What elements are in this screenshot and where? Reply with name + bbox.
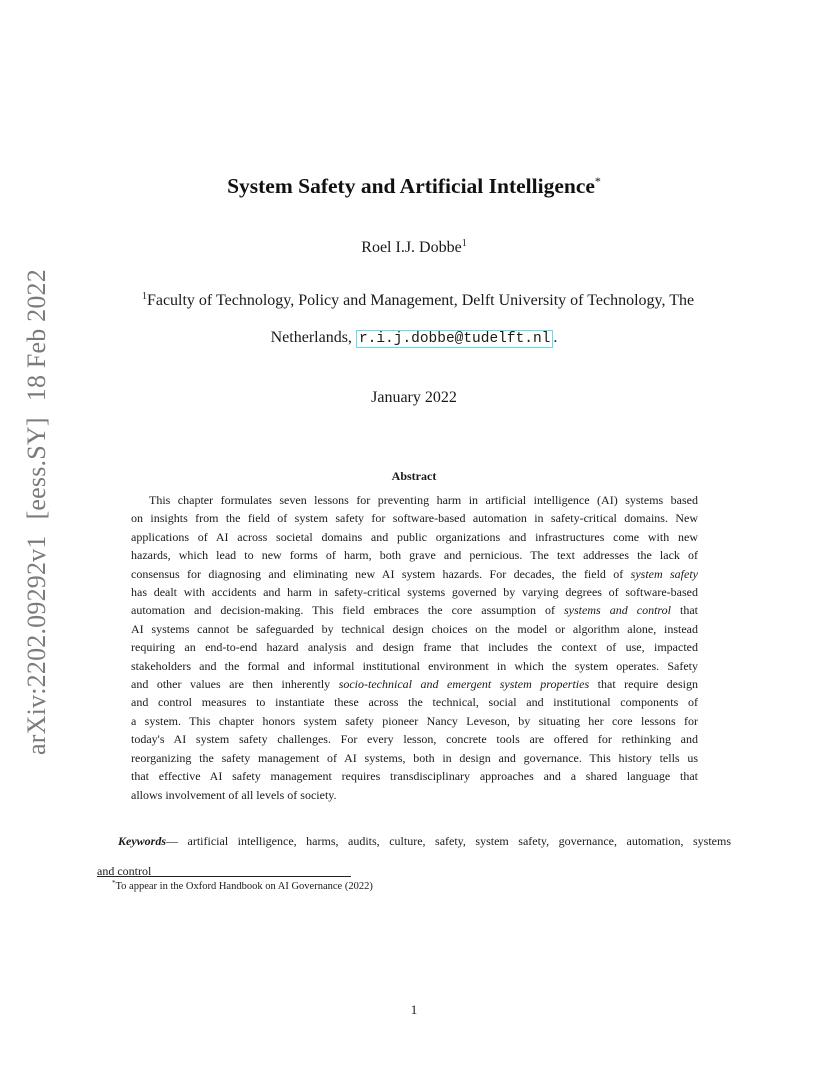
abstract-heading: Abstract	[391, 469, 437, 483]
abstract-text: has dealt with accidents and harm in safety-critical systems governed by varying degrees of software-based	[131, 585, 698, 600]
keywords-label: Keywords	[118, 834, 166, 848]
abstract-text: automation and decision-making. This field embraces the core assumption of	[131, 603, 565, 618]
abstract-line	[131, 509, 698, 527]
abstract-emphasis: socio-technical and emergent system properties	[338, 677, 590, 692]
abstract-line	[131, 730, 698, 748]
affiliation-suffix: .	[553, 329, 558, 346]
abstract-line	[131, 749, 698, 767]
abstract-text: and other values are then inherently	[131, 677, 339, 692]
keywords	[97, 826, 731, 886]
abstract-line	[131, 767, 698, 785]
abstract-line	[131, 583, 698, 601]
keywords-line-1	[97, 826, 731, 856]
abstract-text: a system. This chapter honors system safety pioneer Nancy Leveson, by situating her core lessons for	[131, 713, 698, 728]
abstract-text: and control measures to instantiate these across the technical, social and institutional components of	[131, 695, 698, 710]
abstract-line	[131, 620, 698, 638]
arxiv-id[interactable]: arXiv:2202.09292v1	[22, 535, 51, 755]
abstract-line	[131, 638, 698, 656]
abstract-line	[131, 712, 698, 730]
abstract-text: applications of AI across societal domains and public organizations and infrastructures come with new	[131, 529, 698, 544]
affiliation-text-1: Faculty of Technology, Policy and Management, Delft University of Technology, The	[146, 292, 695, 309]
abstract-line	[131, 675, 698, 693]
footnote-mark: *	[112, 879, 116, 887]
keywords-line-2: and control	[97, 864, 152, 878]
abstract-text: reorganizing the safety management of AI systems, both in design and governance. This history tells us	[131, 750, 698, 765]
abstract-text: that effective AI safety management requires transdisciplinary approaches and a shared language that	[131, 769, 698, 784]
affiliation-text-2: Netherlands,	[270, 329, 356, 346]
abstract-line	[131, 693, 698, 711]
title-footnote-mark[interactable]: *	[594, 174, 601, 188]
footnote-rule	[97, 876, 351, 877]
abstract-emphasis: system safety	[630, 566, 699, 581]
abstract-text: AI systems cannot be safeguarded by technical design choices on the model or algorithm alone, instead	[131, 621, 698, 636]
abstract-line	[131, 528, 698, 546]
abstract-text: on insights from the field of system safety for software-based automation in safety-critical domains. New	[131, 511, 698, 526]
abstract-line	[131, 546, 698, 564]
abstract-text: today's AI system safety challenges. For every lesson, concrete tools are offered for rethinking and	[131, 732, 698, 747]
footnote-text: To appear in the Oxford Handbook on AI Governance (2022)	[115, 881, 373, 892]
email-link[interactable]: r.i.j.dobbe@tudelft.nl	[356, 330, 553, 348]
paper-title	[0, 174, 828, 199]
abstract-text: consensus for diagnosing and eliminating new AI system hazards. For decades, the field of	[131, 566, 631, 581]
author-affiliation-mark: 1	[461, 238, 467, 249]
arxiv-category: [eess.SY]	[22, 417, 51, 520]
abstract-text: that	[670, 603, 698, 618]
affiliation-line-1	[4, 291, 828, 310]
author-name: Roel I.J. Dobbe	[361, 239, 462, 256]
arxiv-date: 18 Feb 2022	[22, 269, 51, 402]
abstract-line	[131, 601, 698, 619]
abstract-body	[131, 491, 698, 804]
footnote	[112, 879, 373, 892]
affiliation-line-2	[0, 329, 828, 347]
page-number: 1	[410, 1002, 418, 1017]
abstract-line	[131, 657, 698, 675]
publication-date: January 2022	[371, 389, 457, 406]
abstract-text: that require design	[589, 677, 698, 692]
keywords-text-1: artificial intelligence, harms, audits, culture, safety, system safety, governance, automation, systems	[178, 834, 731, 848]
abstract-text: allows involvement of all levels of society.	[131, 787, 337, 802]
affiliation-mark: 1	[141, 291, 147, 302]
abstract-line	[131, 786, 698, 804]
abstract-line	[131, 491, 698, 509]
keywords-dash: —	[166, 834, 178, 848]
abstract-text: This chapter formulates seven lessons for preventing harm in artificial intelligence (AI) systems based	[149, 493, 698, 507]
abstract-text: hazards, which lead to new forms of harm, both grave and pernicious. The text addresses the lack of	[131, 548, 698, 563]
abstract-emphasis: systems and control	[564, 603, 671, 618]
paper-title-text: System Safety and Artificial Intelligence	[227, 174, 595, 198]
author	[0, 238, 828, 257]
abstract-text: requiring an end-to-end hazard analysis and design frame that includes the context of use, impacted	[131, 640, 698, 655]
abstract-text: stakeholders and the formal and informal institutional environment in which the system operates. Safety	[131, 658, 698, 673]
abstract-line	[131, 565, 698, 583]
